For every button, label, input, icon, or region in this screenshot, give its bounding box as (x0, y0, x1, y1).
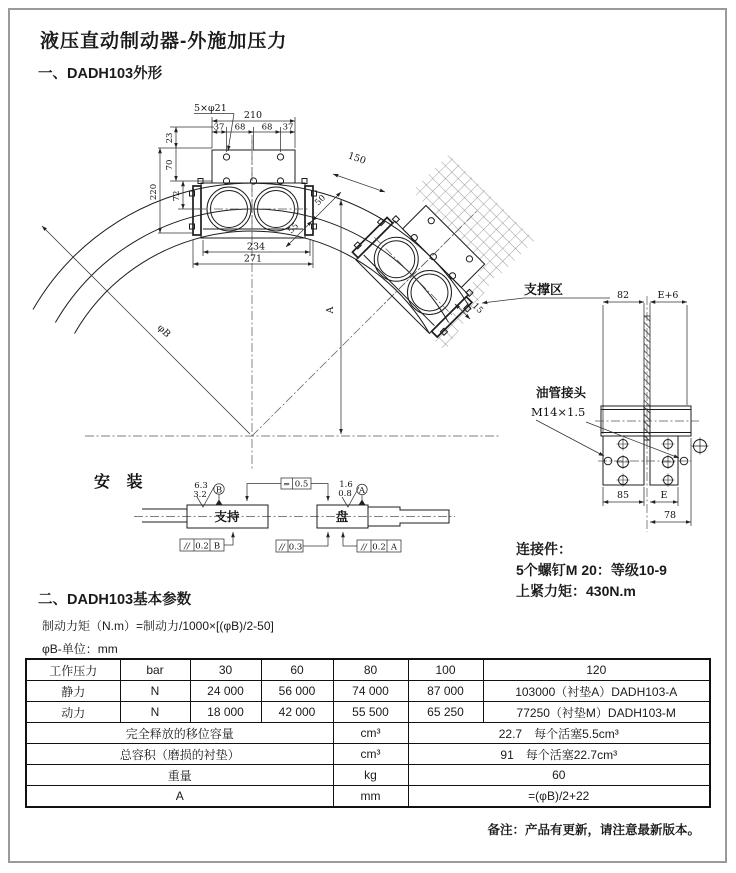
footer-note: 备注：产品有更新，请注意最新版本。 (487, 823, 700, 837)
table-cell: N (120, 702, 190, 723)
table-cell: 103000（衬垫A）DADH103-A (483, 681, 710, 702)
dim-a: A (325, 306, 336, 314)
page-title: 液压直动制动器-外施加压力 (40, 31, 288, 52)
table-row (26, 744, 710, 765)
roughness-left-bottom: 3.2 (193, 490, 207, 500)
datum-a: A (358, 486, 366, 496)
table-cell: 56 000 (261, 681, 333, 702)
dim-23: 23 (165, 132, 175, 144)
table-cell: cm³ (333, 723, 408, 744)
dim-55: 55 (286, 221, 301, 236)
section-2-heading: 二、DADH103基本参数 (38, 592, 192, 608)
pipe-joint-label: 油管接头 (536, 386, 587, 400)
table-cell: 74 000 (333, 681, 408, 702)
table-cell: cm³ (333, 744, 408, 765)
connector-bolts: 5个螺钉M 20：等级10-9 (516, 562, 667, 578)
dim-68-right: 68 (261, 122, 273, 133)
table-cell: N (120, 681, 190, 702)
dim-37-left: 37 (213, 122, 225, 133)
roughness-right-top: 1.6 (339, 480, 353, 490)
tol-mid-symbol: // (279, 542, 285, 553)
dim-234: 234 (246, 241, 266, 253)
table-cell: 重量 (26, 765, 333, 786)
table-cell: 总容积（磨损的衬垫） (26, 744, 333, 765)
table-row (26, 786, 710, 808)
table-cell: 55 500 (333, 702, 408, 723)
pipe-joint-thread: M14×1.5 (531, 405, 586, 419)
connector-spec-block (516, 539, 667, 602)
table-cell: 80 (333, 659, 408, 681)
torque-formula: 制动力矩（N.m）=制动力/1000×[(φB)/2-50] (42, 619, 274, 633)
dim-50: 50 (313, 193, 328, 208)
table-cell: 42 000 (261, 702, 333, 723)
table-cell: A (26, 786, 333, 808)
table-cell: =(φB)/2+22 (408, 786, 710, 808)
phi-b-dim-line (42, 226, 250, 434)
table-cell: 91 每个活塞22.7cm³ (408, 744, 710, 765)
table-cell: 65 250 (408, 702, 483, 723)
dim-271: 271 (243, 253, 263, 265)
roughness-right-bottom: 0.8 (338, 489, 352, 499)
table-row (26, 702, 710, 723)
side-dim-e: E (660, 490, 668, 501)
table-cell: 30 (190, 659, 261, 681)
disc-bar-label: 盘 (335, 510, 349, 524)
brake-front-view (190, 140, 317, 250)
table-cell: 120 (483, 659, 710, 681)
dim-150-line (333, 174, 385, 192)
table-cell: 18 000 (190, 702, 261, 723)
dim-68-left: 68 (234, 122, 246, 133)
table-cell: 静力 (26, 681, 120, 702)
tol-left-value: 0.2 (195, 541, 209, 552)
table-cell: 24 000 (190, 681, 261, 702)
hole-callout: 5×φ21 (194, 103, 227, 114)
table-cell: 22.7 每个活塞5.5cm³ (408, 723, 710, 744)
connector-torque: 上紧力矩：430N.m (516, 583, 636, 599)
table-cell: 动力 (26, 702, 120, 723)
bolt-symbols (604, 438, 708, 487)
tol-left-datum: B (213, 541, 221, 552)
table-row (26, 681, 710, 702)
dim-phi-b: φB (155, 322, 173, 340)
roughness-left-top: 6.3 (194, 481, 208, 491)
table-cell: 87 000 (408, 681, 483, 702)
tol-right-symbol: // (361, 542, 367, 553)
tol-left-symbol: // (184, 541, 190, 552)
dim-210: 210 (243, 110, 263, 121)
tol-sym-value: 0.5 (294, 479, 309, 490)
dim-15: 15 (470, 301, 485, 316)
side-dim-85: 85 (616, 490, 630, 501)
tol-right-value: 0.2 (372, 542, 386, 553)
support-bar-label: 支持 (214, 510, 240, 524)
datum-b: B (215, 485, 223, 496)
section-1-heading: 一、DADH103外形 (38, 66, 163, 82)
datum-b-triangle (216, 500, 223, 506)
tol-mid-value: 0.3 (288, 542, 303, 553)
outline-drawing (8, 90, 728, 575)
unit-note: φB-单位：mm (42, 642, 118, 656)
dim-70: 70 (165, 159, 175, 171)
support-zone-label: 支撑区 (524, 282, 564, 297)
table-cell: kg (333, 765, 408, 786)
table-row (26, 765, 710, 786)
install-heading: 安 装 (94, 474, 149, 491)
table-cell: mm (333, 786, 408, 808)
table-cell: 工作压力 (26, 659, 120, 681)
table-cell: bar (120, 659, 190, 681)
mount-block-left (603, 436, 644, 485)
connector-title: 连接件： (516, 541, 572, 557)
param-table (25, 658, 711, 808)
table-cell: 60 (408, 765, 710, 786)
dim-220: 220 (149, 183, 159, 201)
table-row (26, 723, 710, 744)
table-cell: 60 (261, 659, 333, 681)
table-row (26, 659, 710, 681)
dim-150: 150 (346, 150, 368, 167)
table-cell: 77250（衬垫M）DADH103-M (483, 702, 710, 723)
dim-37-right: 37 (282, 122, 294, 133)
table-cell: 100 (408, 659, 483, 681)
side-dim-82: 82 (616, 290, 630, 301)
tol-right-datum: A (390, 542, 398, 553)
tol-sym-symbol: = (282, 479, 291, 490)
support-zone-leader (482, 298, 524, 303)
dim-72: 72 (172, 190, 182, 202)
side-dim-e6: E+6 (657, 290, 679, 301)
side-dim-78: 78 (663, 510, 677, 521)
table-cell: 完全释放的移位容量 (26, 723, 333, 744)
datum-a-triangle (359, 500, 366, 506)
